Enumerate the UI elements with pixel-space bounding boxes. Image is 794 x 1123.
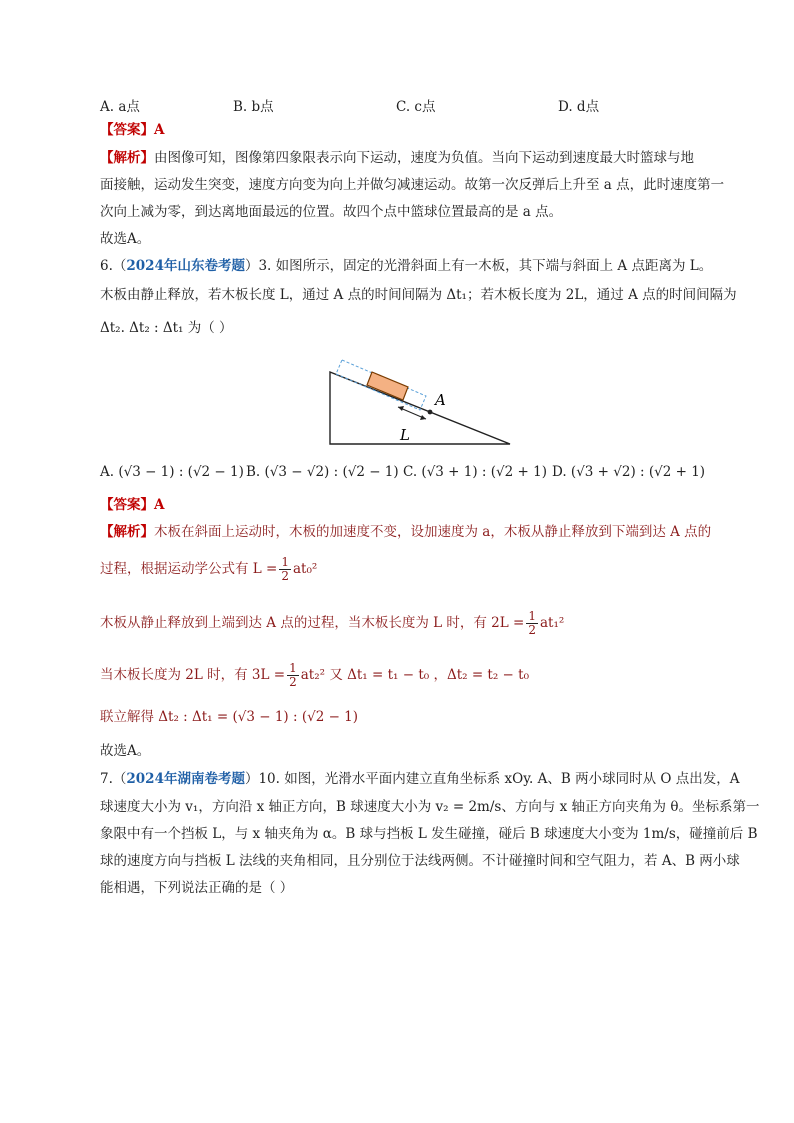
q6-analysis-4: 当木板长度为 2L 时，有 3L = $\frac{1}{2}$ at₂² 又 Δt₁ = t₁ − t₀ ，Δt₂ = t₂ − t₀ xyxy=(100,661,530,689)
q5-analysis-1: 【解析】由图像可知，图像第四象限表示向下运动，速度为负值。当向下运动到速度最大时篮球与地 xyxy=(100,150,694,166)
incline-figure xyxy=(320,350,520,450)
q6-stem-3: Δt₂. Δt₂ : Δt₁ 为（ ） xyxy=(100,320,233,336)
q7-stem-3: 象限中有一个挡板 L，与 x 轴夹角为 α。B 球与挡板 L 发生碰撞，碰后 B 球速度大小变为 1m/s，碰撞前后 B xyxy=(100,826,758,842)
q5-analysis-3: 次向上减为零，到达离地面最远的位置。故四个点中篮球位置最高的是 a 点。 xyxy=(100,204,563,220)
q6-option-b: B. (√3 − √2) : (√2 − 1) xyxy=(246,464,399,480)
q6-answer: 【答案】A xyxy=(100,497,165,513)
label-l: L xyxy=(400,426,410,444)
arrow-head-left xyxy=(398,406,404,411)
q6-analysis-1: 【解析】木板在斜面上运动时，木板的加速度不变，设加速度为 a，木板从静止释放到下端到达 A 点的 xyxy=(100,524,712,540)
q5-choose: 故选A。 xyxy=(100,231,151,247)
q6-analysis-5: 联立解得 Δt₂ : Δt₁ = (√3 − 1) : (√2 − 1) xyxy=(100,709,359,725)
arrow-head-right xyxy=(420,415,426,420)
q5-option-d: D. d点 xyxy=(558,99,600,115)
q7-stem-2: 球速度大小为 v₁，方向沿 x 轴正方向，B 球速度大小为 v₂ = 2m/s、方向与 x 轴正方向夹角为 θ。坐标系第一 xyxy=(100,799,760,815)
q5-option-b: B. b点 xyxy=(233,99,274,115)
q5-option-a: A. a点 xyxy=(100,99,140,115)
q7-stem-5: 能相遇，下列说法正确的是（ ） xyxy=(100,880,294,896)
q6-stem-2: 木板由静止释放，若木板长度 L，通过 A 点的时间间隔为 Δt₁；若木板长度为 2L，通过 A 点的时间间隔为 xyxy=(100,287,737,303)
q6-option-a: A. (√3 − 1) : (√2 − 1) xyxy=(100,464,244,480)
q7-stem-1: 7.（2024年湖南卷考题）10. 如图，光滑水平面内建立直角坐标系 xOy. A、B 两小球同时从 O 点出发，A xyxy=(100,771,740,787)
q5-analysis-2: 面接触，运动发生突变，速度方向变为向上并做匀减速运动。故第一次反弹后上升至 a 点，此时速度第一 xyxy=(100,177,725,193)
q5-answer: 【答案】A xyxy=(100,122,165,138)
q7-stem-4: 球的速度方向与挡板 L 法线的夹角相同，且分别位于法线两侧。不计碰撞时间和空气阻力，若 A、B 两小球 xyxy=(100,853,740,869)
q6-stem-1: 6.（2024年山东卷考题）3. 如图所示，固定的光滑斜面上有一木板，其下端与斜面上 A 点距离为 L。 xyxy=(100,258,713,274)
q6-choose: 故选A。 xyxy=(100,743,151,759)
q6-option-c: C. (√3 + 1) : (√2 + 1) xyxy=(403,464,547,480)
q6-analysis-3: 木板从静止释放到上端到达 A 点的过程，当木板长度为 L 时，有 2L = $\frac{1}{2}$ at₁² xyxy=(100,609,565,637)
label-a: A xyxy=(435,391,446,409)
q6-analysis-2: 过程，根据运动学公式有 L = $\frac{1}{2}$ at₀² xyxy=(100,555,318,583)
point-a xyxy=(428,410,433,415)
q5-option-c: C. c点 xyxy=(396,99,436,115)
q6-option-d: D. (√3 + √2) : (√2 + 1) xyxy=(552,464,706,480)
